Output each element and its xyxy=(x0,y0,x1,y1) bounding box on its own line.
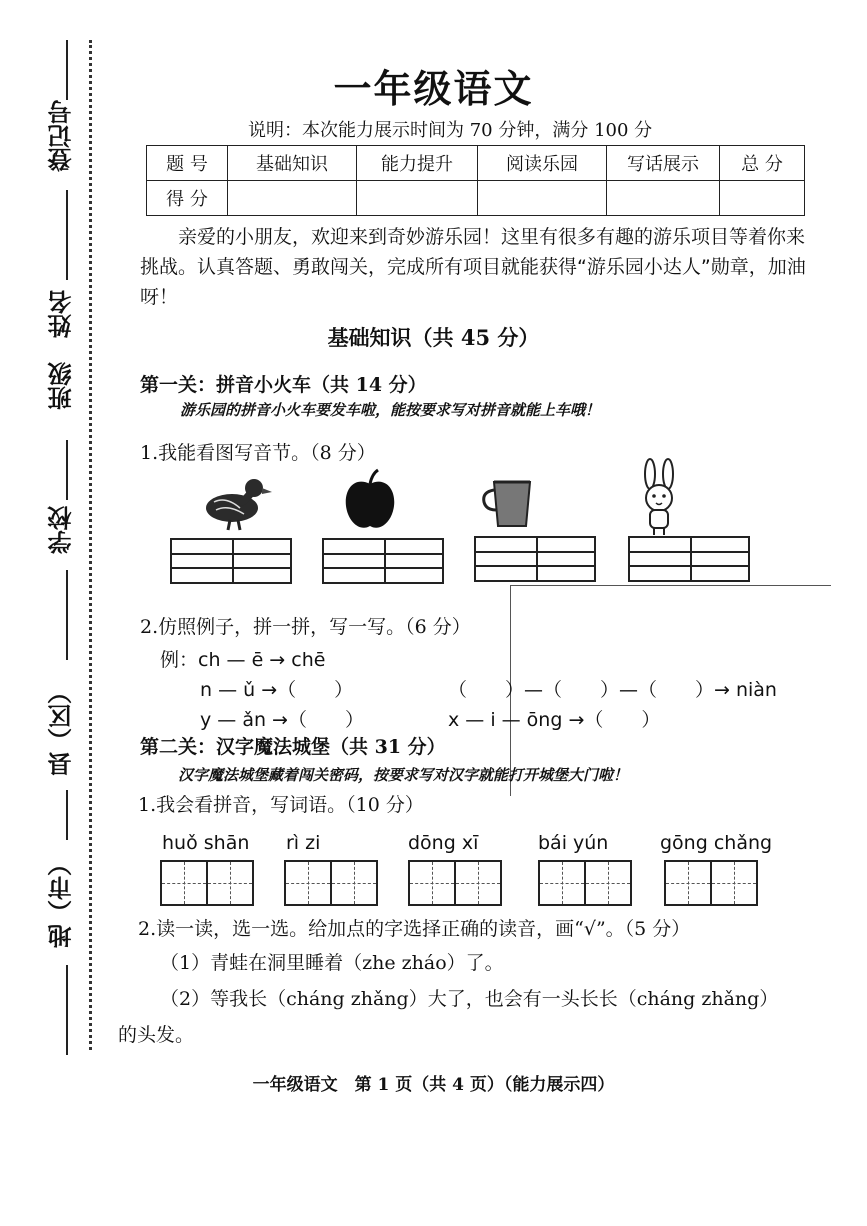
score-input-cell[interactable] xyxy=(228,181,357,216)
q1-instruction: 1.我能看图写音节。（8 分） xyxy=(140,442,376,464)
q2-row2-left: y — ǎn →（ ） xyxy=(200,709,364,731)
sidebar-city-label: 地（市） xyxy=(47,852,76,948)
class-line xyxy=(66,440,68,500)
level1-title: 第一关：拼音小火车（共 14 分） xyxy=(140,374,427,396)
level2-q2-sentence2: （2）等我长（cháng zhǎng）大了，也会有一头长长（cháng zhǎng） xyxy=(160,988,779,1010)
character-box[interactable] xyxy=(160,860,208,906)
score-input-cell[interactable] xyxy=(357,181,478,216)
sidebar-county-label: 县（区） xyxy=(47,680,76,776)
q2-instruction: 2.仿照例子，拼一拼，写一写。（6 分） xyxy=(140,616,471,638)
intro-paragraph: 亲爱的小朋友，欢迎来到奇妙游乐园！这里有很多有趣的游乐项目等着你来挑战。认真答题、勇敢闯关，完成所有项目就能获得“游乐园小达人”勋章，加油呀！ xyxy=(140,226,806,308)
score-header-cell: 写话展示 xyxy=(607,146,720,181)
word-pinyin: dōng xī xyxy=(408,832,479,854)
rabbit-icon xyxy=(636,458,682,536)
binding-dotted-line xyxy=(89,40,92,1050)
q2-example: 例：ch — ē → chē xyxy=(160,649,326,671)
word-pinyin: gōng chǎng xyxy=(660,832,773,854)
character-box[interactable] xyxy=(284,860,332,906)
level2-q2-sentence2-cont: 的头发。 xyxy=(118,1024,195,1046)
character-box[interactable] xyxy=(330,860,378,906)
level1-desc: 游乐园的拼音小火车要发车啦，能按要求写对拼音就能上车哦！ xyxy=(180,401,601,419)
sidebar-reg-no-label: 登记号 xyxy=(47,100,76,172)
score-input-cell[interactable] xyxy=(478,181,607,216)
county-line xyxy=(66,790,68,840)
score-table-score-row xyxy=(147,181,805,216)
page-title: 一年级语文 xyxy=(333,66,534,111)
sidebar-school-label: 学校 xyxy=(47,506,76,554)
pinyin-answer-grid[interactable] xyxy=(170,538,292,584)
score-header-cell: 总 分 xyxy=(720,146,805,181)
word-pinyin: rì zi xyxy=(286,832,321,854)
score-input-cell[interactable] xyxy=(720,181,805,216)
pinyin-answer-grid[interactable] xyxy=(322,538,444,584)
character-box[interactable] xyxy=(584,860,632,906)
score-input-cell[interactable] xyxy=(607,181,720,216)
character-box[interactable] xyxy=(538,860,586,906)
character-box[interactable] xyxy=(664,860,712,906)
word-pinyin: huǒ shān xyxy=(162,832,250,854)
apple-icon xyxy=(342,468,398,532)
pinyin-answer-grid[interactable] xyxy=(474,536,596,582)
score-header-cell: 题 号 xyxy=(147,146,228,181)
score-header-cell: 基础知识 xyxy=(228,146,357,181)
sidebar-name-label: 姓名 xyxy=(47,290,76,338)
score-table-header-row xyxy=(147,146,805,181)
character-box[interactable] xyxy=(206,860,254,906)
level2-desc: 汉字魔法城堡藏着闯关密码，按要求写对汉字就能打开城堡大门啦！ xyxy=(178,766,629,784)
q2-row2-right: x — i — ōng →（ ） xyxy=(448,709,661,731)
score-header-cell: 阅读乐园 xyxy=(478,146,607,181)
score-row-label: 得 分 xyxy=(147,181,228,216)
character-box[interactable] xyxy=(710,860,758,906)
exam-note: 说明：本次能力展示时间为 70 分钟，满分 100 分 xyxy=(248,120,653,141)
duck-icon xyxy=(200,468,272,532)
name-line xyxy=(66,190,68,280)
section-title-basics: 基础知识（共 45 分） xyxy=(327,325,540,350)
score-table xyxy=(146,145,805,216)
cup-icon xyxy=(480,478,536,530)
score-header-cell: 能力提升 xyxy=(357,146,478,181)
character-box[interactable] xyxy=(408,860,456,906)
level2-q2-sentence1: （1）青蛙在洞里睡着（zhe zháo）了。 xyxy=(160,952,504,974)
sidebar-class-label: 班级 xyxy=(47,362,76,410)
school-line xyxy=(66,570,68,660)
level2-q1-instruction: 1.我会看拼音，写词语。（10 分） xyxy=(138,794,424,816)
character-box[interactable] xyxy=(454,860,502,906)
level2-title: 第二关：汉字魔法城堡（共 31 分） xyxy=(140,736,446,758)
q2-row1-left: n — ǔ →（ ） xyxy=(200,679,354,701)
city-line xyxy=(66,965,68,1055)
word-pinyin: bái yún xyxy=(538,832,609,854)
pinyin-answer-grid[interactable] xyxy=(628,536,750,582)
page-footer: 一年级语文 第 1 页（共 4 页）（能力展示四） xyxy=(252,1075,615,1095)
level2-q2-instruction: 2.读一读，选一选。给加点的字选择正确的读音，画“√”。（5 分） xyxy=(138,918,691,940)
q2-row1-right: （ ）—（ ）—（ ）→ niàn xyxy=(448,679,777,701)
